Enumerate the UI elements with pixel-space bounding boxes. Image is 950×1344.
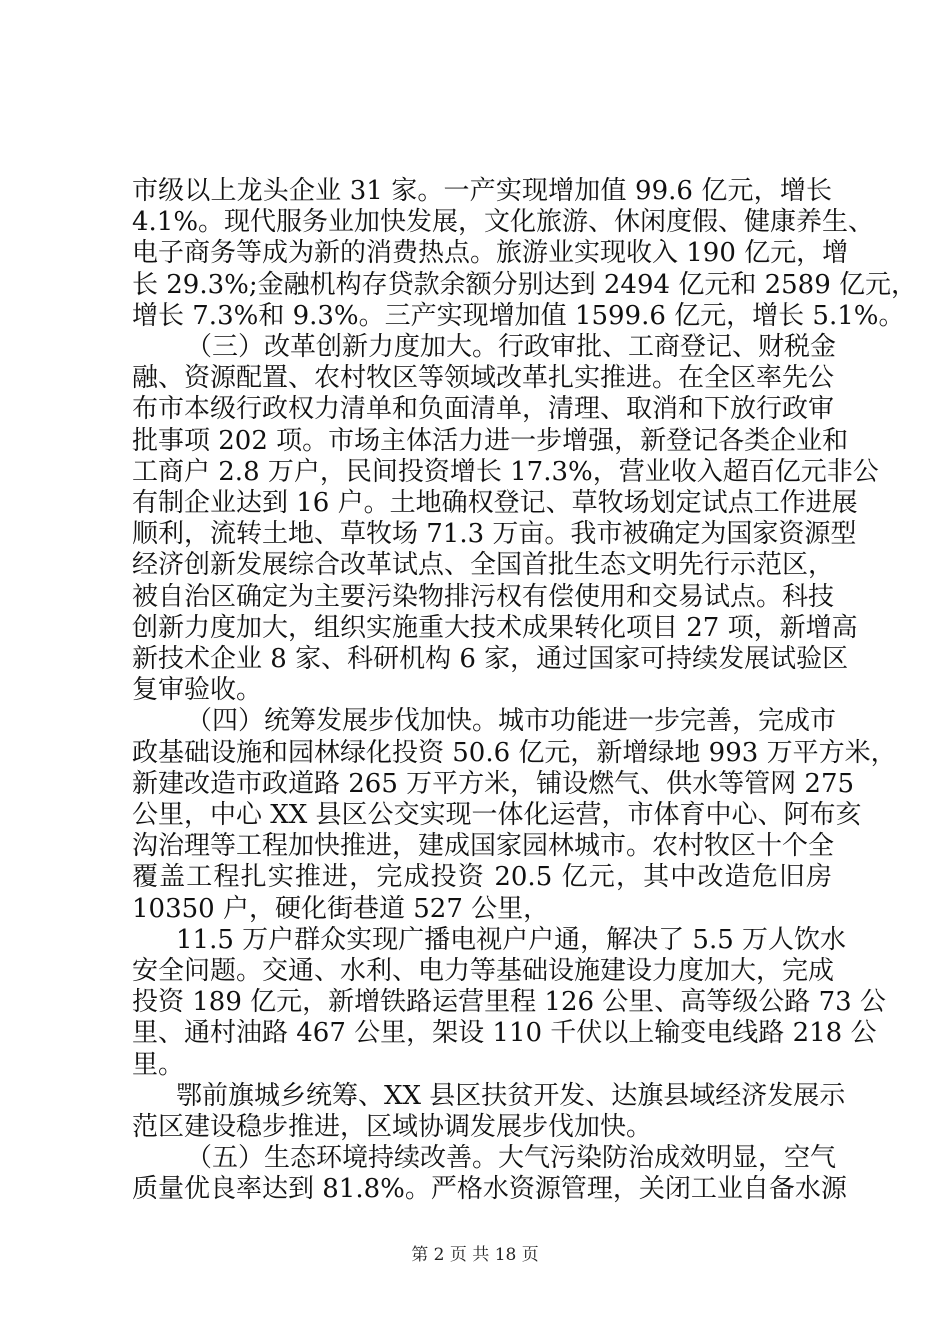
text-line: 工商户 2.8 万户，民间投资增长 17.3%，营业收入超百亿元非公 xyxy=(132,456,879,487)
text-line: 范区建设稳步推进，区域协调发展步伐加快。 xyxy=(132,1112,653,1142)
text-line: 布市本级行政权力清单和负面清单，清理、取消和下放行政审 xyxy=(132,394,835,425)
text-line: 批事项 202 项。市场主体活力进一步增强，新登记各类企业和 xyxy=(132,425,849,456)
section-heading-line: （三）改革创新力度加大。行政审批、工商登记、财税金 xyxy=(186,332,837,362)
text-line: 复审验收。 xyxy=(132,675,263,706)
text-line: 新技术企业 8 家、科研机构 6 家，通过国家可持续发展试验区 xyxy=(132,644,849,674)
page-number-footer: 第 2 页 共 18 页 xyxy=(411,1245,539,1265)
text-line: 公里，中心 XX 县区公交实现一体化运营，市体育中心、阿布亥 xyxy=(132,800,862,830)
text-line: 融、资源配置、农村牧区等领域改革扎实推进。在全区率先公 xyxy=(132,363,835,394)
text-line: 10350 户，硬化街巷道 527 公里， xyxy=(132,893,550,924)
text-line: 质量优良率达到 81.8%。严格水资源管理，关闭工业自备水源 xyxy=(132,1174,847,1205)
text-line: 安全问题。交通、水利、电力等基础设施建设力度加大，完成 xyxy=(132,956,835,986)
text-line: 顺利，流转土地、草牧场 71.3 万亩。我市被确定为国家资源型 xyxy=(132,519,857,550)
text-line: 创新力度加大，组织实施重大技术成果转化项目 27 项，新增高 xyxy=(132,612,858,643)
text-line: 被自治区确定为主要污染物排污权有偿使用和交易试点。科技 xyxy=(132,581,835,612)
text-line: 沟治理等工程加快推进，建成国家园林城市。农村牧区十个全 xyxy=(132,831,835,862)
paragraph-start-line: 鄂前旗城乡统筹、XX 县区扶贫开发、达旗县域经济发展示 xyxy=(176,1080,846,1111)
text-line: 电子商务等成为新的消费热点。旅游业实现收入 190 亿元，增 xyxy=(132,238,849,269)
text-line: 增长 7.3%和 9.3%。三产实现增加值 1599.6 亿元，增长 5.1%。 xyxy=(132,300,905,331)
text-line: 里。 xyxy=(132,1049,185,1080)
section-heading-line: （四）统筹发展步伐加快。城市功能进一步完善，完成市 xyxy=(186,706,837,737)
text-line: 政基础设施和园林绿化投资 50.6 亿元，新增绿地 993 万平方米， xyxy=(132,737,897,768)
text-line: 投资 189 亿元，新增铁路运营里程 126 公里、高等级公路 73 公 xyxy=(132,987,886,1018)
text-line: 里、通村油路 467 公里，架设 110 千伏以上输变电线路 218 公 xyxy=(132,1018,877,1049)
text-line: 4.1%。现代服务业加快发展，文化旅游、休闲度假、健康养生、 xyxy=(132,207,875,238)
text-line: 有制企业达到 16 户。土地确权登记、草牧场划定试点工作进展 xyxy=(132,488,858,518)
text-line: 覆盖工程扎实推进，完成投资 20.5 亿元，其中改造危旧房 xyxy=(132,862,832,893)
text-line: 长 29.3%;金融机构存贷款余额分别达到 2494 亿元和 2589 亿元， xyxy=(132,269,918,300)
paragraph-start-line: 11.5 万户群众实现广播电视户户通，解决了 5.5 万人饮水 xyxy=(176,924,847,955)
text-line: 市级以上龙头企业 31 家。一产实现增加值 99.6 亿元，增长 xyxy=(132,176,832,206)
text-line: 新建改造市政道路 265 万平方米，铺设燃气、供水等管网 275 xyxy=(132,768,855,799)
text-line: 经济创新发展综合改革试点、全国首批生态文明先行示范区， xyxy=(132,550,835,581)
section-heading-line: （五）生态环境持续改善。大气污染防治成效明显，空气 xyxy=(186,1143,837,1174)
